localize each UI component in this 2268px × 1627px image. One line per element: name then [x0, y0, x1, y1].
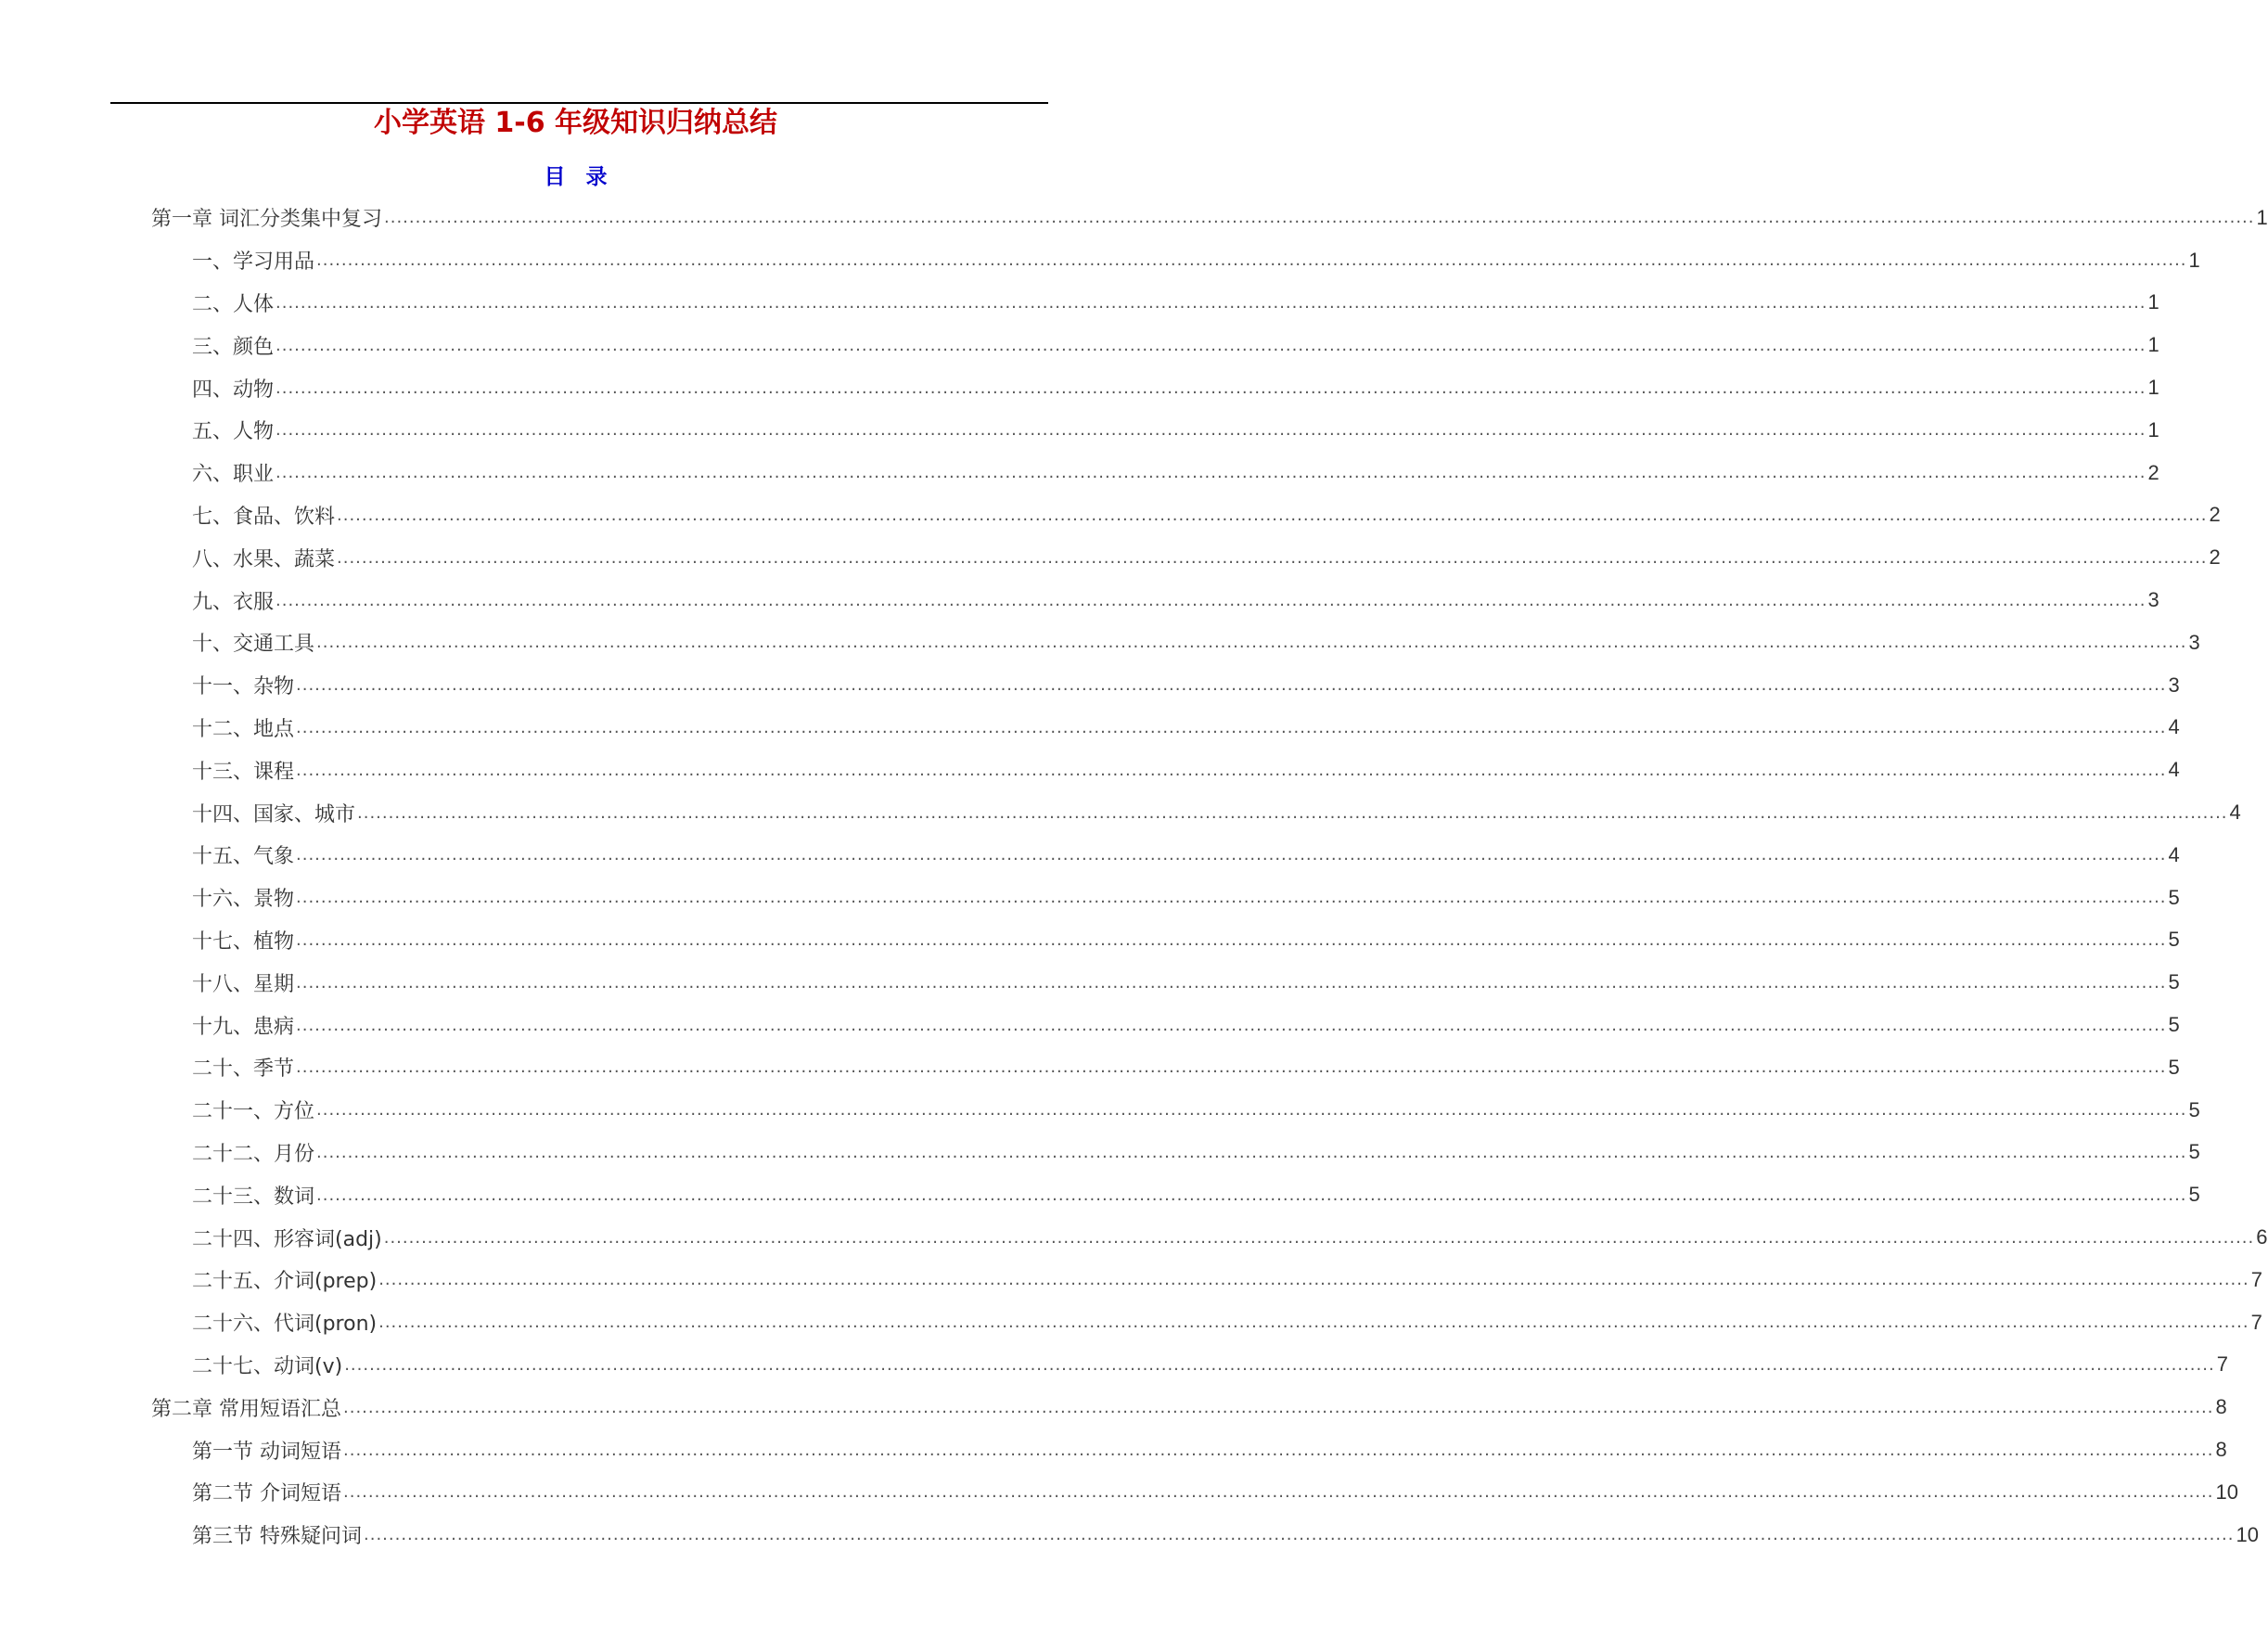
toc-page-number: 7: [2250, 1310, 2262, 1334]
toc-page-number: 3: [2147, 588, 2159, 612]
toc-dot-leader: ............................................................................................................................................................................................................................................................................................................: [296, 845, 2167, 865]
toc-dot-leader: ............................................................................................................................................................................................................................................................................................................: [296, 675, 2167, 696]
toc-heading: 目录: [544, 165, 628, 189]
toc-entry-label: 十九、患病: [192, 1015, 295, 1039]
toc-dot-leader: ............................................................................................................................................................................................................................................................................................................: [296, 1015, 2167, 1035]
toc-entry-label: 第三节 特殊疑问词: [192, 1525, 362, 1549]
toc-page-number: 5: [2168, 1013, 2180, 1037]
toc-entry-label: 第一节 动词短语: [192, 1440, 341, 1464]
toc-entry-label: 十四、国家、城市: [192, 802, 356, 826]
toc-section-entry[interactable]: [0, 1004, 2180, 1046]
toc-section-entry[interactable]: [0, 791, 2241, 834]
toc-entry-label: 十七、植物: [192, 929, 295, 954]
toc-section-entry[interactable]: [0, 1046, 2180, 1089]
toc-dot-leader: ............................................................................................................................................................................................................................................................................................................: [337, 505, 2208, 525]
toc-page-number: 5: [2188, 1097, 2200, 1121]
toc-dot-leader: ............................................................................................................................................................................................................................................................................................................: [364, 1525, 2235, 1545]
toc-page-number: 8: [2215, 1438, 2227, 1461]
toc-section-entry[interactable]: [0, 366, 2159, 409]
toc-entry-label: 第一章 词汇分类集中复习: [151, 208, 382, 232]
toc-entry-label: 第二章 常用短语汇总: [151, 1397, 341, 1421]
toc-dot-leader: ............................................................................................................................................................................................................................................................................................................: [343, 1440, 2214, 1460]
toc-dot-leader: ............................................................................................................................................................................................................................................................................................................: [296, 760, 2167, 780]
toc-chapter-entry[interactable]: [0, 1386, 2227, 1428]
toc-dot-leader: ............................................................................................................................................................................................................................................................................................................: [275, 590, 2146, 610]
toc-page-number: 5: [2168, 1055, 2180, 1079]
toc-page-number: 1: [2188, 248, 2200, 272]
toc-page-number: 1: [2147, 290, 2159, 314]
toc-dot-leader: ............................................................................................................................................................................................................................................................................................................: [296, 972, 2167, 993]
toc-page-number: 3: [2188, 630, 2200, 654]
toc-entry-label: 二十、季节: [192, 1057, 295, 1082]
toc-dot-leader: ............................................................................................................................................................................................................................................................................................................: [296, 888, 2167, 908]
toc-dot-leader: ............................................................................................................................................................................................................................................................................................................: [275, 292, 2146, 313]
toc-page-number: 1: [2147, 376, 2159, 400]
toc-page-number: 5: [2188, 1140, 2200, 1164]
toc-dot-leader: ............................................................................................................................................................................................................................................................................................................: [316, 633, 2187, 653]
toc-section-entry[interactable]: [0, 1173, 2200, 1216]
toc-entry-label: 五、人物: [192, 420, 275, 444]
toc-page-number: 5: [2188, 1183, 2200, 1207]
toc-section-entry[interactable]: [0, 324, 2159, 366]
toc-entry-label: 二十六、代词(pron): [192, 1313, 378, 1337]
toc-page-number: 8: [2215, 1395, 2227, 1419]
toc-section-entry[interactable]: [0, 1471, 2238, 1514]
toc-dot-leader: ............................................................................................................................................................................................................................................................................................................: [337, 547, 2208, 568]
toc-entry-label: 十八、星期: [192, 972, 295, 996]
toc-page-number: 5: [2168, 928, 2180, 952]
toc-entry-label: 六、职业: [192, 463, 275, 487]
toc-section-entry[interactable]: [0, 1132, 2200, 1174]
toc-section-entry[interactable]: [0, 452, 2159, 494]
toc-section-entry[interactable]: [0, 1428, 2227, 1471]
toc-entry-label: 十、交通工具: [192, 633, 315, 657]
toc-dot-leader: ............................................................................................................................................................................................................................................................................................................: [275, 463, 2146, 483]
toc-entry-label: 二十三、数词: [192, 1185, 315, 1209]
toc-dot-leader: ............................................................................................................................................................................................................................................................................................................: [343, 1397, 2214, 1417]
document-title: 小学英语 1-6 年级知识归纳总结: [373, 107, 778, 139]
toc-section-entry[interactable]: [0, 1301, 2262, 1344]
toc-dot-leader: ............................................................................................................................................................................................................................................................................................................: [316, 1142, 2187, 1162]
toc-dot-leader: ............................................................................................................................................................................................................................................................................................................: [296, 1057, 2167, 1078]
toc-dot-leader: ............................................................................................................................................................................................................................................................................................................: [384, 208, 2255, 228]
toc-page-number: 2: [2209, 545, 2221, 570]
toc-dot-leader: ............................................................................................................................................................................................................................................................................................................: [316, 1185, 2187, 1205]
toc-page-number: 4: [2168, 758, 2180, 782]
toc-section-entry[interactable]: [0, 579, 2159, 621]
toc-entry-label: 一、学习用品: [192, 250, 315, 275]
toc-section-entry[interactable]: [0, 1089, 2200, 1132]
toc-dot-leader: ............................................................................................................................................................................................................................................................................................................: [296, 717, 2167, 737]
toc-dot-leader: ............................................................................................................................................................................................................................................................................................................: [275, 420, 2146, 441]
toc-section-entry[interactable]: [0, 282, 2159, 325]
toc-entry-label: 二、人体: [192, 292, 275, 316]
toc-entry-label: 十一、杂物: [192, 675, 295, 699]
toc-page-number: 2: [2209, 503, 2221, 527]
toc-entry-label: 九、衣服: [192, 590, 275, 614]
toc-dot-leader: ............................................................................................................................................................................................................................................................................................................: [343, 1482, 2214, 1503]
toc-page-number: 1: [2256, 205, 2268, 229]
toc-section-entry[interactable]: [0, 834, 2180, 877]
toc-section-entry[interactable]: [0, 536, 2221, 579]
toc-entry-label: 二十七、动词(v): [192, 1354, 343, 1378]
toc-section-entry[interactable]: [0, 664, 2180, 707]
toc-section-entry[interactable]: [0, 961, 2180, 1004]
table-of-contents: [0, 197, 2268, 1557]
toc-entry-label: 七、食品、饮料: [192, 505, 336, 529]
toc-page-number: 7: [2250, 1267, 2262, 1291]
toc-section-entry[interactable]: [0, 494, 2221, 537]
toc-page-number: 4: [2168, 715, 2180, 739]
toc-dot-leader: ............................................................................................................................................................................................................................................................................................................: [383, 1227, 2255, 1248]
toc-section-entry[interactable]: [0, 877, 2180, 919]
toc-entry-label: 二十一、方位: [192, 1100, 315, 1124]
toc-section-entry[interactable]: [0, 409, 2159, 452]
toc-page-number: 10: [2236, 1522, 2259, 1546]
toc-dot-leader: ............................................................................................................................................................................................................................................................................................................: [316, 250, 2187, 271]
header-rule: [110, 102, 1048, 104]
toc-chapter-entry[interactable]: [0, 197, 2268, 239]
toc-dot-leader: ............................................................................................................................................................................................................................................................................................................: [316, 1100, 2187, 1121]
toc-section-entry[interactable]: [0, 707, 2180, 749]
toc-dot-leader: ............................................................................................................................................................................................................................................................................................................: [275, 378, 2146, 398]
toc-page-number: 4: [2229, 801, 2241, 825]
toc-page-number: 6: [2256, 1225, 2268, 1249]
toc-section-entry[interactable]: [0, 1259, 2262, 1301]
toc-entry-label: 十二、地点: [192, 717, 295, 741]
toc-dot-leader: ............................................................................................................................................................................................................................................................................................................: [357, 802, 2228, 823]
toc-entry-label: 十六、景物: [192, 888, 295, 912]
toc-page-number: 3: [2168, 673, 2180, 697]
toc-dot-leader: ............................................................................................................................................................................................................................................................................................................: [378, 1313, 2249, 1333]
toc-page-number: 1: [2147, 333, 2159, 357]
toc-page-number: 5: [2168, 970, 2180, 994]
toc-entry-label: 十三、课程: [192, 760, 295, 784]
toc-dot-leader: ............................................................................................................................................................................................................................................................................................................: [275, 335, 2146, 355]
toc-entry-label: 二十二、月份: [192, 1142, 315, 1166]
toc-section-entry[interactable]: [0, 1514, 2259, 1557]
toc-entry-label: 二十四、形容词(adj): [192, 1227, 382, 1251]
toc-page-number: 10: [2215, 1480, 2238, 1504]
toc-dot-leader: ............................................................................................................................................................................................................................................................................................................: [344, 1354, 2215, 1375]
toc-entry-label: 十五、气象: [192, 845, 295, 869]
toc-dot-leader: ............................................................................................................................................................................................................................................................................................................: [378, 1270, 2249, 1290]
toc-page-number: 1: [2147, 417, 2159, 442]
toc-entry-label: 三、颜色: [192, 335, 275, 359]
toc-section-entry[interactable]: [0, 239, 2200, 282]
toc-page-number: 7: [2216, 1352, 2228, 1377]
toc-section-entry[interactable]: [0, 621, 2200, 664]
toc-page-number: 4: [2168, 842, 2180, 866]
toc-page-number: 5: [2168, 885, 2180, 909]
toc-section-entry[interactable]: [0, 1216, 2268, 1259]
toc-section-entry[interactable]: [0, 749, 2180, 791]
toc-entry-label: 第二节 介词短语: [192, 1482, 341, 1506]
toc-dot-leader: ............................................................................................................................................................................................................................................................................................................: [296, 929, 2167, 950]
toc-entry-label: 二十五、介词(prep): [192, 1270, 378, 1294]
toc-section-entry[interactable]: [0, 1344, 2228, 1387]
toc-page-number: 2: [2147, 460, 2159, 484]
toc-section-entry[interactable]: [0, 919, 2180, 962]
toc-entry-label: 八、水果、蔬菜: [192, 547, 336, 571]
toc-entry-label: 四、动物: [192, 378, 275, 402]
